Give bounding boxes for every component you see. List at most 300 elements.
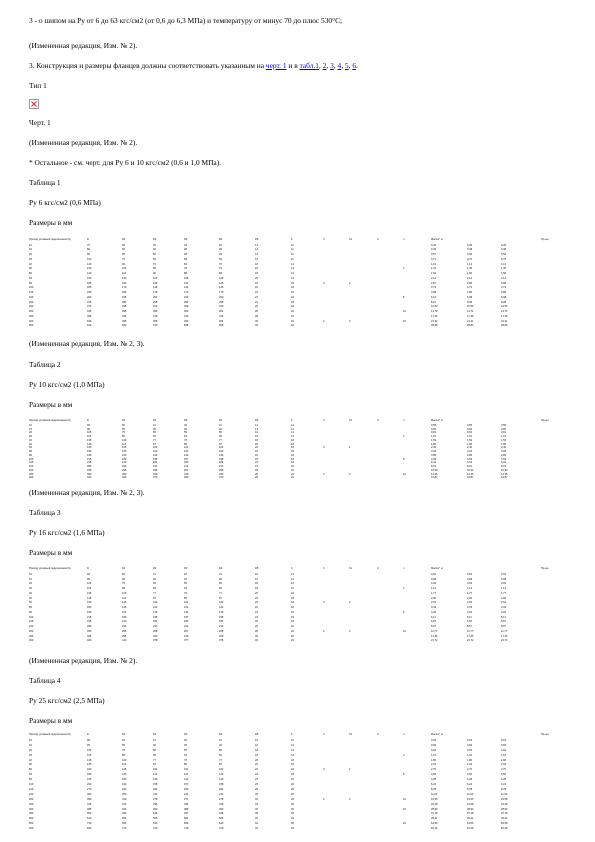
table-cell: 10,93 <box>431 468 438 472</box>
table-header-cell: Масса*, кг <box>431 733 444 736</box>
table-cell: 65 <box>219 587 222 590</box>
table-header-cell: h1 <box>349 419 352 422</box>
table-cell: 335 <box>87 629 92 633</box>
link-table-5[interactable]: 5 <box>344 61 349 70</box>
table-cell: 85 <box>122 753 125 757</box>
table-cell: 267 <box>184 629 189 633</box>
table-cell: 150 <box>29 295 34 299</box>
table-cell: 18 <box>291 453 294 457</box>
table-cell: 4,28 <box>467 778 473 782</box>
table-cell: 0,81 <box>501 431 507 435</box>
table-cell: 33 <box>291 812 294 816</box>
table-cell: 200 <box>122 291 127 295</box>
table-cell: 144 <box>184 286 189 290</box>
link-table-2[interactable]: 2 <box>322 61 327 70</box>
table2-title: Таблица 2 <box>29 360 61 369</box>
table-cell: 0,81 <box>431 431 437 435</box>
paragraph-text: 3. Конструкция и размеры фланцев должны соответствовать указанным на <box>29 61 266 70</box>
table-header-row <box>29 567 549 572</box>
table-cell: 278 <box>219 797 224 801</box>
table-cell: 235 <box>87 291 92 295</box>
table-cell: 18 <box>291 457 294 461</box>
table-cell: 1,50 <box>467 272 473 276</box>
table-cell: 1,01 <box>467 435 473 438</box>
table-header-cell: D4 <box>219 733 223 736</box>
table-cell: 1,14 <box>467 587 473 590</box>
table-cell: 250 <box>29 634 34 638</box>
table-cell: 87 <box>153 763 156 767</box>
table2-subtitle: Ру 10 кгс/см2 (1,0 МПа) <box>29 380 105 389</box>
table-cell: 6,08 <box>467 295 473 299</box>
paragraph-text: . <box>356 61 358 70</box>
table-header-cell: n <box>403 567 405 570</box>
link-table-3[interactable]: 3 <box>330 61 334 70</box>
table-cell: 20 <box>255 446 258 450</box>
table-cell: 65 <box>219 435 222 438</box>
table-cell: 158 <box>219 457 224 461</box>
table-cell: 414 <box>219 314 224 318</box>
table-cell: 44 <box>255 822 258 826</box>
table-cell: 34 <box>255 802 258 806</box>
table-cell: 133 <box>153 778 158 782</box>
table-cell: 88 <box>184 272 187 276</box>
table-cell: 65 <box>153 435 156 438</box>
link-table-1[interactable]: табл.1 <box>299 61 319 70</box>
table-cell: 28 <box>255 314 258 318</box>
table-cell: 1,01 <box>431 435 437 438</box>
table-cell: 105 <box>87 431 92 435</box>
table-cell: 184 <box>219 461 224 465</box>
table-cell: 16 <box>255 253 258 257</box>
table-cell: 4,28 <box>431 778 437 782</box>
table-cell: 1,30 <box>501 267 507 271</box>
table-cell: 4,86 <box>501 291 507 295</box>
table-cell: 17,45 <box>501 634 508 638</box>
table-cell: 18 <box>291 281 294 285</box>
link-table-4[interactable]: 4 <box>337 61 342 70</box>
table-cell: 100 <box>122 758 127 762</box>
table-cell: 14 <box>291 587 294 590</box>
table-cell: 5,11 <box>501 615 506 619</box>
table-cell: 86 <box>184 442 187 446</box>
table-cell: 18 <box>291 446 294 450</box>
table-cell: 24 <box>255 773 258 777</box>
table-cell: 18 <box>291 438 294 442</box>
table-cell: 6,87 <box>467 620 473 624</box>
table-cell: 56 <box>219 431 222 435</box>
table-cell: 122 <box>219 773 224 777</box>
table-cell: 90 <box>87 423 90 427</box>
table-cell: 3,60 <box>501 773 507 777</box>
table-cell: 115 <box>87 435 92 438</box>
table-cell: 140 <box>87 272 92 276</box>
table-cell: 24 <box>255 610 258 614</box>
table-cell: 87 <box>219 442 222 446</box>
table-cell: 4,69 <box>467 457 473 461</box>
table-cell: 11,03 <box>501 792 508 796</box>
table-cell: 22 <box>255 286 258 290</box>
table-cell: 365 <box>153 310 158 314</box>
table-cell: 18 <box>291 601 294 605</box>
table-cell: 105 <box>87 748 92 752</box>
table-cell: 212 <box>219 792 224 796</box>
table-cell: 448 <box>153 812 158 816</box>
table-cell: 102 <box>153 768 158 772</box>
table-header-cell: b <box>291 238 293 241</box>
table-cell: 245 <box>87 620 92 624</box>
table-cell: 2,87 <box>431 281 437 285</box>
link-chert-1[interactable]: черт. 1 <box>265 61 287 70</box>
table-cell: 20 <box>255 596 258 600</box>
paragraph-pressure-range: 3 - о шипом на Ру от 6 до 63 кгс/см2 (от 0,6 до 6,3 МПа) и температуру от минус 70 до плюс 530°С; <box>29 16 343 25</box>
table-cell: 18 <box>255 587 258 590</box>
table-cell: 32 <box>29 758 32 762</box>
table-cell: 14,71 <box>501 310 508 314</box>
table-cell: 41 <box>219 572 222 576</box>
table-cell: 24 <box>255 778 258 782</box>
table-cell: 3,60 <box>467 773 473 777</box>
table-cell: 360 <box>87 797 92 801</box>
table-cell: 55 <box>184 431 187 435</box>
table-cell: 0,62 <box>467 572 473 576</box>
table-cell: 0,56 <box>501 253 507 257</box>
table-cell: 28 <box>255 310 258 314</box>
table-cell: 1,77 <box>501 591 507 595</box>
table-cell: 3,04 <box>431 450 437 453</box>
table-cell: 0,35 <box>467 243 473 247</box>
table-cell: 10,93 <box>501 468 508 472</box>
table-cell: 2,00 <box>467 596 473 600</box>
table-header-cell: h1 <box>349 238 352 241</box>
table-cell: 770 <box>122 827 127 831</box>
table-header-cell: Пр-цы <box>541 733 549 736</box>
table-cell: 195 <box>87 453 92 457</box>
table-header-cell: D1 <box>122 733 126 736</box>
table-cell: 0,38 <box>467 248 473 252</box>
table-cell: 125 <box>29 291 34 295</box>
table-cell: 3 <box>349 629 351 633</box>
table-cell: 125 <box>122 446 127 450</box>
table-cell: 268 <box>219 468 224 472</box>
table-cell: 125 <box>29 787 34 791</box>
table-cell: 3,04 <box>501 450 507 453</box>
table-cell: 132 <box>184 453 189 457</box>
table-cell: 550 <box>122 817 127 821</box>
table-cell: 660 <box>122 822 127 826</box>
table-cell: 319 <box>184 472 189 476</box>
type-label: Тип 1 <box>29 81 47 90</box>
table-cell: 18 <box>291 442 294 446</box>
table-cell: 464 <box>219 319 224 323</box>
table-cell: 32 <box>29 262 32 266</box>
table-cell: 50 <box>29 768 32 772</box>
separator: , <box>348 61 353 70</box>
table-cell: 30 <box>255 792 258 796</box>
table-cell: 20 <box>255 281 258 285</box>
table-cell: 87 <box>219 763 222 767</box>
table-cell: 3,60 <box>431 773 437 777</box>
table-cell: 11 <box>291 257 294 261</box>
table-cell: 133 <box>219 453 224 457</box>
table-cell: 183 <box>184 620 189 624</box>
table-cell: 18 <box>291 295 294 299</box>
table-cell: 46 <box>153 577 156 581</box>
table-cell: 85 <box>122 587 125 590</box>
table-cell: 0,92 <box>467 582 473 586</box>
table-cell: 0,92 <box>431 582 437 586</box>
table-header-cell: Проход условный подключения Dy <box>29 733 71 736</box>
table-cell: 8,78 <box>467 787 473 791</box>
table-cell: 20 <box>255 763 258 767</box>
table-cell: 22 <box>255 457 258 461</box>
table-cell: 79 <box>219 267 222 271</box>
table-cell: 60 <box>153 257 156 261</box>
table-cell: 12 <box>403 797 406 801</box>
table-cell: 46 <box>219 577 222 581</box>
table-cell: 64,59 <box>501 822 508 826</box>
table-cell: 26 <box>255 305 258 309</box>
table-cell: 30 <box>255 634 258 638</box>
table-cell: 184 <box>153 620 158 624</box>
table-header-cell: Проход условный подключения Dy <box>29 419 71 422</box>
table-cell: 268 <box>153 629 158 633</box>
table-cell: 240 <box>122 465 127 468</box>
table-cell: 280 <box>87 465 92 468</box>
table-cell: 14 <box>291 577 294 581</box>
table-cell: 26 <box>291 797 294 801</box>
table-cell: 75 <box>87 243 90 247</box>
table-cell: 35 <box>153 243 156 247</box>
table-cell: 122 <box>153 773 158 777</box>
table-header-cell: D4 <box>219 419 223 422</box>
table-header-cell: n <box>403 238 405 241</box>
table-cell: 200 <box>29 629 34 633</box>
table-cell: 295 <box>122 629 127 633</box>
table-cell: 64,59 <box>431 822 438 826</box>
table-cell: 6,34 <box>467 461 473 465</box>
table-cell: 77 <box>219 758 222 762</box>
table-cell: 18 <box>291 778 294 782</box>
table-cell: 415 <box>153 314 158 318</box>
table-cell: 36 <box>255 807 258 811</box>
table-cell: 65 <box>153 753 156 757</box>
table-cell: 60 <box>122 423 125 427</box>
table-cell: 6,08 <box>501 295 507 299</box>
table-cell: 2,70 <box>467 768 473 772</box>
table-cell: 8,67 <box>501 625 507 628</box>
table-cell: 75 <box>122 257 125 261</box>
table-cell: 465 <box>153 319 158 323</box>
table-cell: 45 <box>184 427 187 431</box>
table-cell: 0,60 <box>431 427 437 431</box>
table-cell: 32 <box>255 324 258 328</box>
table-cell: 364 <box>219 310 224 314</box>
table-header-cell: Масса*, кг <box>431 419 444 422</box>
table-cell: 2,00 <box>501 596 507 600</box>
table-cell: 122 <box>219 450 224 453</box>
table-cell: 310 <box>219 305 224 309</box>
table-cell: 41 <box>153 423 156 427</box>
table-cell: 254 <box>184 300 189 304</box>
table-cell: 230 <box>87 783 92 786</box>
table-cell: 40 <box>153 248 156 252</box>
table-cell: 160 <box>87 768 92 772</box>
table-cell: 14,35 <box>431 472 438 476</box>
table-cell: 24 <box>255 465 258 468</box>
table-cell: 100 <box>122 438 127 442</box>
table-cell: 120 <box>87 262 92 266</box>
table-cell: 22 <box>291 465 294 468</box>
table-cell: 160 <box>87 446 92 450</box>
table-cell: 3,04 <box>467 450 473 453</box>
table-cell: 87 <box>153 596 156 600</box>
table-cell: 8,01 <box>501 465 507 468</box>
paragraph-amendment-5: (Измененная редакция, Изм. № 2). <box>29 656 138 665</box>
table-cell: 133 <box>219 610 224 614</box>
table-header-cell: h <box>323 238 325 241</box>
table-cell: 300 <box>29 807 34 811</box>
table-cell: 550 <box>87 812 92 816</box>
table-cell: 95 <box>87 743 90 747</box>
table-cell: 125 <box>29 461 34 465</box>
table-cell: 1,80 <box>431 442 437 446</box>
table-cell: 320 <box>219 472 224 476</box>
table-cell: 76 <box>184 438 187 442</box>
table-cell: 158 <box>153 457 158 461</box>
table-cell: 1,80 <box>467 442 473 446</box>
table-cell: 183 <box>184 461 189 465</box>
table-cell: 26 <box>255 625 258 628</box>
table-cell: 148 <box>153 286 158 290</box>
table-cell: 4 <box>323 472 325 476</box>
separator: , <box>318 61 323 70</box>
table-cell: 46 <box>153 427 156 431</box>
table-cell: 6,24 <box>431 783 437 786</box>
table-cell: 158 <box>153 783 158 786</box>
table-cell: 11,03 <box>467 792 474 796</box>
table-header-cell: h1 <box>349 733 352 736</box>
table-cell: 56 <box>219 582 222 586</box>
table-header-cell: D2 <box>153 238 157 241</box>
table-cell: 2,64 <box>467 601 473 605</box>
table-cell: 410 <box>122 639 127 643</box>
table-cell: 160 <box>87 601 92 605</box>
table-cell: 2,85 <box>501 281 507 285</box>
table-cell: 33 <box>291 817 294 821</box>
table-cell: 1,30 <box>467 267 473 271</box>
table-header-cell: D <box>87 238 89 241</box>
table-cell: 3 <box>349 797 351 801</box>
table-cell: 65 <box>122 743 125 747</box>
table-header-cell: Пр-цы <box>541 419 549 422</box>
table-cell: 12 <box>403 472 406 476</box>
table-cell: 2,12 <box>501 276 507 280</box>
table-cell: 8 <box>403 295 405 299</box>
table-cell: 14 <box>291 431 294 435</box>
table-cell: 15,65 <box>501 797 508 801</box>
table-cell: 2,70 <box>501 768 507 772</box>
table-cell: 215 <box>87 457 92 461</box>
table-cell: 55 <box>184 582 187 586</box>
table-cell: 1,14 <box>431 587 437 590</box>
table-cell: 180 <box>87 773 92 777</box>
table-cell: 26 <box>255 783 258 786</box>
table-cell: 8,08 <box>467 300 473 304</box>
table-cell: 80 <box>29 281 32 285</box>
table-cell: 16 <box>403 319 406 323</box>
paragraph-design-requirements <box>29 61 358 70</box>
table-cell: 65 <box>219 753 222 757</box>
table-cell: 220 <box>122 787 127 791</box>
table-cell: 22 <box>291 476 294 480</box>
table-cell: 8 <box>403 610 405 614</box>
table-cell: 0,70 <box>501 257 507 261</box>
table-cell: 90 <box>87 253 90 257</box>
table-cell: 24 <box>255 615 258 619</box>
table-cell: 150 <box>29 465 34 468</box>
table-cell: 69 <box>184 262 187 266</box>
table-cell: 395 <box>122 310 127 314</box>
table-cell: 121 <box>184 606 189 609</box>
table-cell: 0,56 <box>467 253 473 257</box>
table-header-cell: D1 <box>122 567 126 570</box>
table-cell: 212 <box>153 465 158 468</box>
table-cell: 278 <box>153 797 158 801</box>
table-cell: 215 <box>87 615 92 619</box>
table-cell: 460 <box>87 639 92 643</box>
table-cell: 87 <box>153 442 156 446</box>
table-cell: 310 <box>122 797 127 801</box>
table-cell: 145 <box>87 442 92 446</box>
table-cell: 124 <box>184 281 189 285</box>
table-cell: 14 <box>291 276 294 280</box>
table-cell: 17,36 <box>501 314 508 318</box>
paragraph-amendment-4: (Измененная редакция, Изм. № 2, 3). <box>29 488 145 497</box>
table-cell: 4 <box>323 797 325 801</box>
table-cell: 11 <box>291 243 294 247</box>
table-3 <box>29 567 549 645</box>
table-cell: 0,62 <box>501 572 507 576</box>
table-cell: 135 <box>87 758 92 762</box>
table-cell: 101 <box>184 601 189 605</box>
table-header-cell: d <box>377 733 379 736</box>
table-cell: 14 <box>291 572 294 576</box>
table-cell: 22 <box>291 468 294 472</box>
table-cell: 37,18 <box>431 812 438 816</box>
table-cell: 390 <box>87 472 92 476</box>
table-cell: 40 <box>29 596 32 600</box>
table-cell: 59 <box>219 257 222 261</box>
table-cell: 108 <box>184 276 189 280</box>
link-table-6[interactable]: 6 <box>352 61 357 70</box>
table-cell: 18 <box>291 286 294 290</box>
table-cell: 18 <box>291 620 294 624</box>
table-cell: 0,81 <box>467 431 473 435</box>
table-cell: 610 <box>153 822 158 826</box>
table-cell: 0,60 <box>501 427 507 431</box>
table-cell: 25 <box>29 435 32 438</box>
table-cell: 133 <box>153 453 158 457</box>
table-cell: 14 <box>291 748 294 752</box>
table-cell: 6,34 <box>501 461 507 465</box>
table-cell: 389 <box>184 807 189 811</box>
table-cell: 730 <box>87 822 92 826</box>
table-cell: 16,87 <box>467 476 474 480</box>
table-cell: 260 <box>87 295 92 299</box>
table-cell: 109 <box>219 276 224 280</box>
table-cell: 22 <box>291 314 294 318</box>
table-cell: 180 <box>87 450 92 453</box>
